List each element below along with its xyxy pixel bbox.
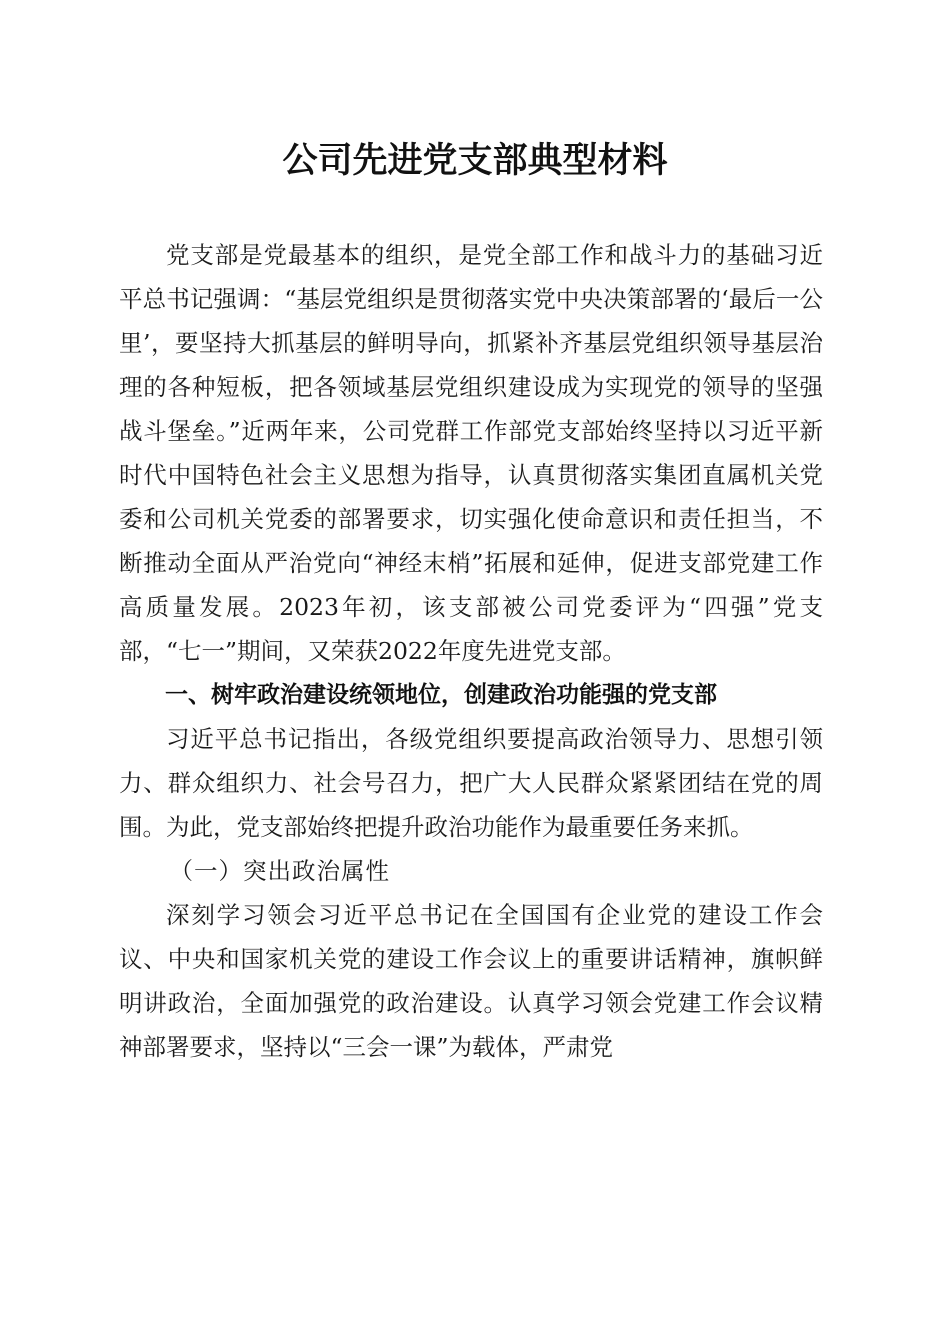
subsection-1-paragraph: 深刻学习领会习近平总书记在全国国有企业党的建设工作会议、中央和国家机关党的建设工作会议上的重要讲话精神，旗帜鲜明讲政治，全面加强党的政治建设。认真学习领会党建工作会议精神部署要求，坚持以“三会一课”为载体，严肃党 — [119, 901, 823, 1061]
document-title: 公司先进党支部典型材料 — [282, 140, 668, 181]
section-heading-1: 一、树牢政治建设统领地位，创建政治功能强的党支部 — [165, 682, 717, 708]
subsection-heading-1: （一）突出政治属性 — [169, 857, 391, 885]
intro-paragraph: 党支部是党最基本的组织，是党全部工作和战斗力的基础习近平总书记强调：“基层党组织是贯彻落实党中央决策部署的‘最后一公里’，要坚持大抓基层的鲜明导向，抓紧补齐基层党组织领导基层治理的各种短板，把各领域基层党组织建设成为实现党的领导的坚强战斗堡垒。”近两年来，公司党群工作部党支部始终坚持以习近平新时代中国特色社会主义思想为指导，认真贯彻落实集团直属机关党委和公司机关党委的部署要求，切实强化使命意识和责任担当，不断推动全面从严治党向“神经末梢”拓展和延伸，促进支部党建工作高质量发展。2023年初，该支部被公司党委评为“四强”党支部，“七一”期间，又荣获2022年度先进党支部。 — [119, 241, 823, 665]
section-1-paragraph: 习近平总书记指出，各级党组织要提高政治领导力、思想引领力、群众组织力、社会号召力，把广大人民群众紧紧团结在党的周围。为此，党支部始终把提升政治功能作为最重要任务来抓。 — [119, 725, 823, 841]
document-body — [119, 233, 823, 1069]
